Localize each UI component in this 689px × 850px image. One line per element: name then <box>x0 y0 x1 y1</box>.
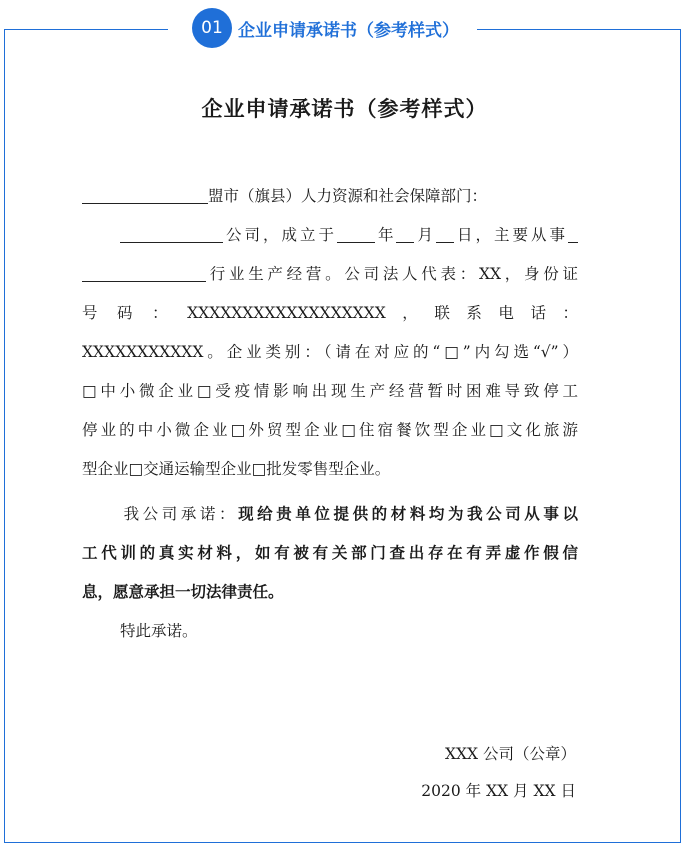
commitment-text-1: 现给贵单位提供的材料均为我公司从事以 <box>238 505 578 523</box>
phone-value: XXXXXXXXXXX。 <box>82 343 227 361</box>
region-blank[interactable] <box>82 187 208 204</box>
id-label: 号码： <box>82 304 188 322</box>
year-blank[interactable] <box>337 226 375 243</box>
id-line <box>82 294 578 333</box>
section-number-badge: 01 <box>192 8 232 48</box>
section-header <box>168 8 477 48</box>
day-label: 日，主要从事 <box>453 226 568 244</box>
category-options-line-2: 停业的中小微企业□外贸型企业□住宿餐饮型企业□文化旅游 <box>82 421 578 439</box>
company-name-blank[interactable] <box>120 226 223 243</box>
date-line: 2020 年 XX 月 XX 日 <box>421 782 576 800</box>
commitment-line-3: 息，愿意承担一切法律责任。 <box>82 583 284 601</box>
year-label: 年 <box>374 226 397 244</box>
industry-text: 行业生产经营。公司法人代表：XX，身份证 <box>206 265 578 283</box>
phone-category-line <box>82 333 578 372</box>
id-value: XXXXXXXXXXXXXXXXXX，联系电话： <box>187 304 578 322</box>
category-options-line-1: □中小微企业□受疫情影响出现生产经营暂时困难导致停工 <box>82 382 578 400</box>
month-blank[interactable] <box>396 226 414 243</box>
commitment-line-2: 工代训的真实材料，如有被有关部门查出存在有弄虚作假信 <box>82 544 578 562</box>
commitment-line-1 <box>82 495 578 534</box>
company-seal-line: XXX 公司（公章） <box>444 745 576 763</box>
category-options-line-3: 型企业□交通运输型企业□批发零售型企业。 <box>82 460 391 478</box>
closing-line <box>82 612 578 651</box>
company-line <box>82 216 578 255</box>
addressee-line <box>82 177 578 216</box>
document-body <box>82 177 578 651</box>
category-label: 企业类别：（请在对应的“□”内勾选“√”） <box>226 343 578 361</box>
industry-blank-start[interactable] <box>568 226 578 243</box>
commitment-lead: 我公司承诺： <box>120 505 239 523</box>
day-blank[interactable] <box>436 226 454 243</box>
addressee-text: 盟市（旗县）人力资源和社会保障部门： <box>208 187 488 205</box>
industry-blank[interactable] <box>82 265 206 282</box>
month-label: 月 <box>414 226 436 244</box>
section-title: 企业申请承诺书（参考样式） <box>238 20 459 41</box>
document-title: 企业申请承诺书（参考样式） <box>201 97 488 121</box>
industry-line <box>82 255 578 294</box>
closing-text: 特此承诺。 <box>120 622 198 640</box>
company-suffix: 公司，成立于 <box>223 226 337 244</box>
